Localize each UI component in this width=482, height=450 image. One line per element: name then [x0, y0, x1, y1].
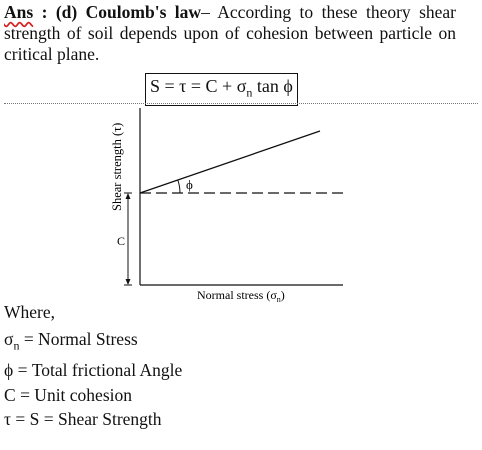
x-label-sub: n	[276, 295, 281, 304]
def-symbol: C	[4, 384, 16, 405]
answer-option: (d) Coulomb's law	[55, 2, 202, 22]
cohesion-label: C	[116, 234, 126, 248]
x-label-end: )	[280, 288, 285, 302]
definitions-list	[4, 327, 182, 432]
where-label: Where,	[4, 302, 56, 322]
answer-colon: :	[33, 2, 56, 22]
formula-subscript: n	[246, 85, 253, 100]
def-symbol: τ	[4, 409, 12, 429]
def-text: = Unit cohesion	[15, 384, 133, 405]
angle-arc	[178, 180, 180, 193]
y-axis-label: Shear strength (τ)	[110, 122, 124, 211]
answer-text: – According to these theory shear strength of soil depends upon of cohesion between particle on critical plane.	[4, 2, 456, 64]
answer-prefix: Ans	[4, 2, 34, 22]
formula-rhs: tan ϕ	[252, 76, 293, 96]
def-text: = Normal Stress	[19, 329, 138, 349]
def-symbol: σ	[4, 329, 14, 349]
definition-unit-cohesion	[4, 383, 182, 408]
formula-lhs: S = τ = C + σ	[150, 76, 247, 96]
angle-label: ϕ	[186, 177, 193, 192]
x-label-main: Normal stress (σ	[197, 288, 277, 302]
strength-envelope-line	[140, 131, 320, 193]
definition-normal-stress	[4, 327, 182, 358]
def-subscript: n	[13, 338, 20, 353]
def-text: = Total frictional Angle	[13, 360, 183, 380]
cohesion-arrow-bottom	[126, 279, 131, 285]
x-axis-label	[197, 288, 285, 304]
definition-frictional-angle	[4, 358, 182, 383]
cohesion-arrow-top	[126, 193, 131, 199]
def-text: = S = Shear Strength	[11, 409, 162, 429]
def-symbol: ϕ	[4, 360, 14, 380]
definition-shear-strength	[4, 407, 182, 432]
